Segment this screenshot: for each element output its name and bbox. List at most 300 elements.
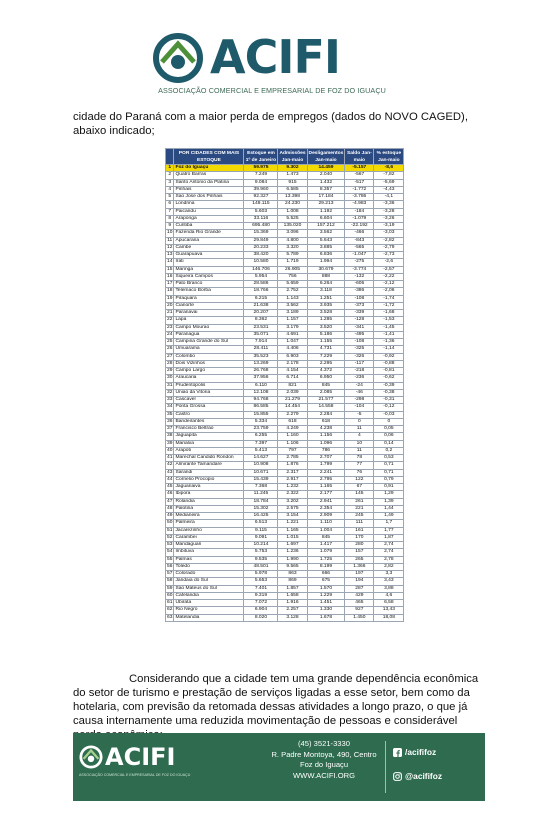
table-cell: -341: [345, 324, 374, 331]
table-cell: 23.531: [244, 324, 278, 331]
table-row: [166, 556, 404, 563]
table-cell: 148.115: [244, 201, 278, 208]
table-cell: -1,68: [374, 310, 404, 317]
table-cell: Jandaia do Sul: [174, 578, 244, 585]
table-row: [166, 578, 404, 585]
table-cell: 3,3: [374, 571, 404, 578]
table-cell: 9.319: [244, 592, 278, 599]
table-cell: 53: [167, 542, 173, 547]
table-cell: Jacarezinho: [174, 527, 244, 534]
table-row: [166, 237, 404, 244]
table-cell: -3,26: [374, 215, 404, 222]
table-cell: 1,44: [374, 505, 404, 512]
table-cell: -2,57: [374, 266, 404, 273]
table-cell: 40: [167, 447, 173, 453]
table-cell: -2,79: [374, 244, 404, 251]
table-header: [166, 149, 174, 165]
table-cell: -108: [345, 295, 374, 302]
employment-table: [165, 148, 404, 622]
paragraph-intro: cidade do Paraná com a maior perda de empregos (dados do NOVO CAGED), abaixo indicado;: [73, 111, 468, 137]
table-cell: 1: [166, 165, 174, 172]
table-cell: 10.580: [244, 259, 278, 266]
table-cell: 5.978: [244, 571, 278, 578]
table-cell: 4.154: [278, 368, 307, 375]
table-row: [166, 302, 404, 309]
instagram-icon: [393, 772, 402, 781]
table-cell: -3,36: [374, 201, 404, 208]
table-cell: Ponta Grossa: [174, 404, 244, 411]
website-link[interactable]: WWW.ACIFI.ORG: [292, 770, 355, 780]
table-header-row: [166, 149, 404, 165]
table-cell: 1.015: [278, 534, 307, 541]
table-cell: Colombo: [174, 353, 244, 360]
table-cell: 6.585: [278, 186, 307, 193]
table-cell: 280: [345, 542, 374, 549]
table-cell: Palmas: [174, 556, 244, 563]
table-cell: -3,28: [374, 208, 404, 215]
table-cell: 2.322: [278, 491, 307, 498]
table-cell: 2,78: [374, 556, 404, 563]
table-cell: 5.653: [244, 578, 278, 585]
table-cell: 1,49: [374, 513, 404, 520]
table-cell: 26.768: [244, 368, 278, 375]
table-cell: 1,39: [374, 498, 404, 505]
table-cell: 1,77: [374, 527, 404, 534]
table-cell: 5.413: [244, 447, 278, 454]
table-cell: -298: [345, 397, 374, 404]
table-cell: 42: [167, 462, 173, 468]
table-row: [166, 252, 404, 259]
instagram-link[interactable]: [393, 771, 442, 781]
table-cell: 48.501: [244, 563, 278, 570]
table-row: [166, 310, 404, 317]
paragraph-considering-text: Considerando que a cidade tem uma grande dependência econômica do setor de turismo e prestação de serviços ligadas a esse setor, bem como da hotelaria, com previsão da retomada dessas atividades a longo prazo, o que já causa internamente uma reduzida movimentação de pessoas e considerável: [73, 673, 479, 727]
table-cell: 2.284: [307, 411, 345, 418]
table-row: [166, 433, 404, 440]
table-cell: 161: [345, 527, 374, 534]
table-cell: 61: [167, 600, 173, 605]
table-cell: -605: [345, 281, 374, 288]
table-cell: Campo Largo: [174, 368, 244, 375]
table-cell: 33.116: [244, 215, 278, 222]
table-cell: 2.279: [278, 411, 307, 418]
table-cell: 45: [167, 484, 173, 489]
table-cell: 2,74: [374, 549, 404, 556]
table-cell: -325: [345, 346, 374, 353]
table-cell: 6.903: [278, 353, 307, 360]
table-cell: 245: [345, 513, 374, 520]
table-cell: 3.562: [307, 230, 345, 237]
table-cell: -275: [345, 259, 374, 266]
table-cell: -373: [345, 302, 374, 309]
table-cell: 135.020: [278, 223, 307, 230]
table-cell: 26.905: [278, 266, 307, 273]
table-cell: 37.956: [244, 375, 278, 382]
table-cell: 24: [167, 331, 173, 337]
table-cell: 16.425: [244, 513, 278, 520]
table-cell: 6.264: [307, 281, 345, 288]
table-cell: 32: [167, 389, 173, 395]
table-cell: 2.795: [307, 476, 345, 483]
table-header: Admissões Jan-maio: [279, 150, 306, 163]
table-cell: 6: [166, 201, 174, 208]
table-cell: -0,81: [374, 368, 404, 375]
logo-text: ACIFI: [210, 30, 341, 84]
table-row: [166, 527, 404, 534]
table-cell: 9.091: [244, 534, 278, 541]
footer-logo: [79, 743, 191, 791]
facebook-handle: /acififoz: [405, 747, 437, 757]
table-cell: 63: [167, 614, 173, 620]
table-cell: 3.179: [278, 324, 307, 331]
table-cell: 6.513: [244, 520, 278, 527]
table-cell: Cambe: [174, 244, 244, 251]
table-cell: 6.714: [278, 375, 307, 382]
table-cell: 28: [167, 360, 173, 366]
table-row: [166, 186, 404, 193]
table-cell: 2.909: [307, 513, 345, 520]
table-cell: 1.157: [278, 317, 307, 324]
table-cell: 18.784: [244, 498, 278, 505]
table-cell: 3.154: [278, 513, 307, 520]
table-cell: 5.659: [278, 281, 307, 288]
table-cell: 8: [166, 215, 174, 222]
table-cell: 6.836: [307, 252, 345, 259]
table-row: [166, 404, 404, 411]
table-row: [166, 462, 404, 469]
table-cell: 3.885: [307, 244, 345, 251]
paragraph-considering: [73, 672, 485, 742]
table-row: [166, 397, 404, 404]
table-cell: 845: [307, 382, 345, 389]
table-cell: 38.420: [244, 252, 278, 259]
table-cell: 6.215: [244, 295, 278, 302]
table-cell: 0,06: [374, 433, 404, 440]
table-cell: 48: [167, 505, 173, 511]
table-cell: 1.697: [278, 542, 307, 549]
table-cell: -2,73: [374, 252, 404, 259]
table-cell: 1.229: [307, 592, 345, 599]
table-cell: Jaguariaiva: [174, 484, 244, 491]
table-cell: 1.165: [278, 527, 307, 534]
table-cell: 5.789: [278, 252, 307, 259]
table-cell: 157.212: [307, 223, 345, 230]
table-cell: 1.106: [278, 440, 307, 447]
table-cell: 4.691: [278, 331, 307, 338]
table-cell: 35.071: [244, 331, 278, 338]
table-cell: 1.155: [307, 339, 345, 346]
table-cell: 4.372: [307, 368, 345, 375]
table-cell: Ubirata: [174, 600, 244, 607]
table-cell: 14.454: [278, 404, 307, 411]
table-row: [166, 165, 404, 172]
table-row: [166, 440, 404, 447]
table-row: [166, 353, 404, 360]
table-cell: 16: [167, 273, 173, 279]
table-row: [166, 418, 404, 425]
table-cell: -495: [345, 331, 374, 338]
table-cell: 54: [167, 549, 173, 555]
table-cell: 78: [345, 455, 374, 462]
table-cell: 1.232: [278, 484, 307, 491]
table-cell: Pato Branco: [174, 281, 244, 288]
table-cell: -117: [345, 360, 374, 367]
table-row: [166, 469, 404, 476]
table-row: [166, 295, 404, 302]
table-cell: 287: [345, 585, 374, 592]
table-cell: -1.772: [345, 186, 374, 193]
table-cell: -3,03: [374, 230, 404, 237]
table-cell: 1.330: [307, 607, 345, 614]
table-cell: 15.302: [244, 505, 278, 512]
table-cell: Lapa: [174, 317, 244, 324]
table-cell: 11: [345, 426, 374, 433]
table-cell: 57: [167, 571, 173, 576]
table-cell: 1.236: [278, 549, 307, 556]
table-cell: 1,29: [374, 491, 404, 498]
footer-logo-text: ACIFI: [105, 743, 176, 771]
table-cell: Francisco Beltrao: [174, 426, 244, 433]
table-cell: 6,58: [374, 600, 404, 607]
table-cell: 2.040: [307, 172, 345, 179]
table-cell: Colorado: [174, 571, 244, 578]
table-body: [166, 165, 404, 622]
table-cell: 1.221: [278, 520, 307, 527]
table-cell: 18,08: [374, 614, 404, 621]
table-cell: 6.904: [244, 607, 278, 614]
table-cell: 56: [167, 563, 173, 569]
table-cell: 3.118: [307, 288, 345, 295]
table-cell: 0,71: [374, 462, 404, 469]
table-cell: 33: [167, 397, 173, 402]
table-cell: Uniao da Vitoria: [174, 389, 244, 396]
table-cell: 2.354: [307, 505, 345, 512]
table-cell: 26: [167, 346, 173, 352]
table-cell: 8.020: [244, 614, 278, 621]
table-row: [166, 266, 404, 273]
table-cell: 3,43: [374, 578, 404, 585]
table-cell: 36: [167, 418, 173, 424]
table-cell: 4.406: [278, 346, 307, 353]
table-row: [166, 324, 404, 331]
table-row: [166, 346, 404, 353]
table-cell: 12.108: [244, 389, 278, 396]
table-cell: 1.916: [278, 600, 307, 607]
table-cell: 8.362: [244, 317, 278, 324]
table-cell: 3.189: [278, 310, 307, 317]
table-cell: 21.638: [244, 302, 278, 309]
table-cell: Imbituva: [174, 549, 244, 556]
table-cell: 14.558: [307, 404, 345, 411]
table-row: [166, 259, 404, 266]
table-cell: 28.586: [244, 281, 278, 288]
table-cell: 5.334: [244, 418, 278, 425]
table-cell: Paranavai: [174, 310, 244, 317]
table-row: [166, 534, 404, 541]
table-row: [166, 281, 404, 288]
table-cell: 7.368: [244, 484, 278, 491]
table-cell: 8.357: [307, 186, 345, 193]
table-cell: 15.439: [244, 476, 278, 483]
table-cell: 1.719: [278, 259, 307, 266]
table-cell: 17.184: [307, 194, 345, 201]
table-cell: 429: [345, 592, 374, 599]
table-cell: 7.914: [244, 339, 278, 346]
table-cell: 52: [167, 534, 173, 540]
table-cell: Piraquara: [174, 295, 244, 302]
table-cell: -5: [345, 411, 374, 418]
table-cell: 2.085: [307, 389, 345, 396]
table-cell: 1.799: [307, 462, 345, 469]
table-cell: 1.857: [278, 585, 307, 592]
table-cell: 221: [345, 505, 374, 512]
table-cell: -128: [345, 317, 374, 324]
table-cell: 0,79: [374, 476, 404, 483]
table-cell: -0,62: [374, 375, 404, 382]
table-cell: 618: [278, 418, 307, 425]
table-cell: 7.229: [307, 353, 345, 360]
table-cell: 1.251: [307, 295, 345, 302]
table-cell: 14.627: [244, 455, 278, 462]
table-cell: -184: [345, 208, 374, 215]
table-row: [166, 476, 404, 483]
table-row: [166, 520, 404, 527]
table-cell: -236: [345, 375, 374, 382]
table-cell: 1.008: [278, 208, 307, 215]
table-row: [166, 244, 404, 251]
table-row: [166, 331, 404, 338]
table-cell: 845: [307, 534, 345, 541]
table-cell: 0,2: [374, 447, 404, 454]
table-cell: 28.411: [244, 346, 278, 353]
table-cell: 7.249: [244, 172, 278, 179]
table-cell: 11.245: [244, 491, 278, 498]
table-cell: 1.658: [278, 592, 307, 599]
table-header: Desligamentos Jan-maio: [308, 150, 344, 163]
table-cell: 0,53: [374, 455, 404, 462]
table-cell: 5: [166, 194, 174, 201]
table-cell: 58: [167, 578, 173, 584]
table-cell: 1.450: [345, 614, 374, 621]
table-cell: 618: [307, 418, 345, 425]
table-cell: 821: [278, 382, 307, 389]
facebook-link[interactable]: [393, 747, 436, 757]
table-cell: -1,14: [374, 346, 404, 353]
table-cell: 6.604: [307, 215, 345, 222]
table-cell: Rolandia: [174, 498, 244, 505]
table-cell: 49: [167, 513, 173, 518]
table-cell: Guarapuava: [174, 252, 244, 259]
table-cell: 2.257: [278, 607, 307, 614]
table-cell: 47: [167, 498, 173, 504]
table-cell: 7.401: [244, 585, 278, 592]
table-cell: 0,91: [374, 484, 404, 491]
table-cell: -3.774: [345, 266, 374, 273]
table-row: [166, 368, 404, 375]
table-cell: Marechal Candido Rondon: [174, 455, 244, 462]
table-cell: Marialva: [174, 440, 244, 447]
table-cell: Fazenda Rio Grande: [174, 230, 244, 237]
table-row: [166, 585, 404, 592]
table-cell: 13,43: [374, 607, 404, 614]
table-cell: 76: [345, 469, 374, 476]
table-cell: 4.731: [307, 346, 345, 353]
table-cell: 77: [345, 462, 374, 469]
table-cell: -1,41: [374, 331, 404, 338]
table-cell: 7: [166, 208, 174, 215]
table-cell: 465: [345, 600, 374, 607]
table-cell: 3.128: [278, 614, 307, 621]
table-cell: 4: [345, 433, 374, 440]
table-cell: 1.110: [307, 520, 345, 527]
table-cell: 5.954: [244, 273, 278, 280]
phone-number: (45) 3521-3330: [298, 739, 350, 748]
table-cell: Paranagua: [174, 331, 244, 338]
table-cell: 194: [345, 578, 374, 585]
table-cell: 18.766: [244, 288, 278, 295]
table-cell: 22: [167, 317, 173, 323]
table-cell: 4.238: [307, 426, 345, 433]
table-cell: 197: [345, 571, 374, 578]
table-cell: -4,43: [374, 186, 404, 193]
table-cell: 5.643: [307, 237, 345, 244]
table-cell: -2,06: [374, 288, 404, 295]
table-cell: 6.110: [244, 382, 278, 389]
table-cell: 7.072: [244, 600, 278, 607]
table-cell: -0,31: [374, 397, 404, 404]
table-cell: 2.917: [278, 476, 307, 483]
table-row: [166, 179, 404, 186]
footer-banner: [73, 733, 485, 801]
table-cell: 2.707: [307, 455, 345, 462]
table-header: % estoque Jan-maio: [374, 149, 404, 165]
table-cell: 4,6: [374, 592, 404, 599]
table-cell: 146.706: [244, 266, 278, 273]
table-cell: -1.047: [345, 252, 374, 259]
table-cell: 24.230: [278, 201, 307, 208]
table-cell: Ibipora: [174, 491, 244, 498]
table-cell: 1.994: [307, 259, 345, 266]
table-row: [166, 230, 404, 237]
table-cell: 23.759: [244, 426, 278, 433]
table-cell: 51: [167, 527, 173, 533]
table-cell: 3.320: [278, 244, 307, 251]
table-row: [166, 389, 404, 396]
table-cell: Quatro Barras: [174, 172, 244, 179]
table-cell: 261: [345, 498, 374, 505]
table-cell: 1.473: [278, 172, 307, 179]
table-cell: Campo Mourao: [174, 324, 244, 331]
table-cell: 1.285: [307, 317, 345, 324]
table-cell: 2.039: [278, 389, 307, 396]
table-cell: 3,88: [374, 585, 404, 592]
table-cell: Cafelandia: [174, 592, 244, 599]
table-cell: 2.941: [307, 498, 345, 505]
table-cell: Arapoti: [174, 447, 244, 454]
table-cell: 863: [278, 571, 307, 578]
table-cell: 2.241: [307, 469, 345, 476]
table-cell: Toledo: [174, 563, 244, 570]
table-cell: 20.233: [244, 244, 278, 251]
table-row: [166, 563, 404, 570]
table-cell: 2.785: [278, 455, 307, 462]
table-cell: 5.525: [278, 215, 307, 222]
table-cell: -4,1: [374, 194, 404, 201]
table-row: [166, 542, 404, 549]
footer-divider: [385, 741, 386, 793]
table-cell: -0,39: [374, 382, 404, 389]
table-row: [166, 201, 404, 208]
